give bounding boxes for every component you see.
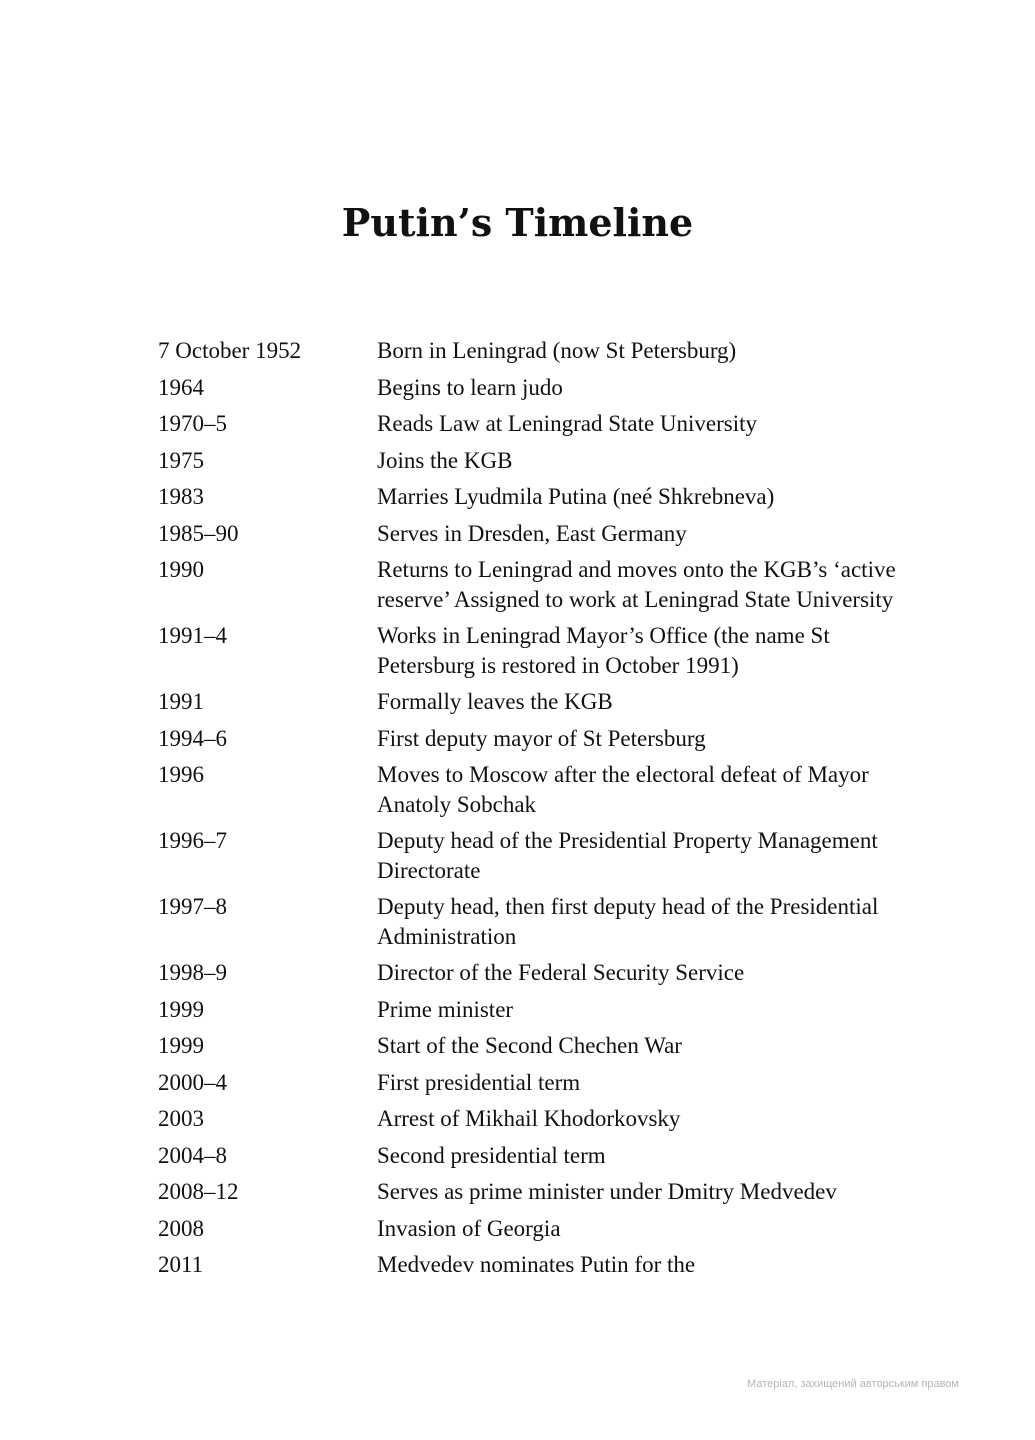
timeline-row	[158, 409, 898, 439]
timeline-row	[158, 724, 898, 754]
timeline-event: Born in Leningrad (now St Petersburg)	[377, 338, 737, 363]
timeline-event: Serves in Dresden, East Germany	[377, 520, 687, 546]
timeline-date: 1985–90	[158, 520, 239, 546]
page-title: Putin’s Timeline	[341, 200, 694, 245]
timeline-date: 2008–12	[158, 1179, 239, 1204]
timeline-date: 1998–9	[158, 960, 227, 985]
timeline-row	[158, 1104, 898, 1134]
timeline-row	[158, 760, 898, 819]
timeline-event: Invasion of Georgia	[377, 1215, 561, 1241]
footer-watermark: Матеріал, захищений авторським правом	[747, 1378, 959, 1390]
timeline-row	[158, 1214, 898, 1244]
timeline-event: Arrest of Mikhail Khodorkovsky	[377, 1106, 681, 1131]
timeline-date: 1991–4	[158, 623, 227, 648]
timeline-date: 1970–5	[158, 411, 227, 436]
timeline-row	[158, 687, 898, 717]
timeline-date: 1999	[158, 996, 204, 1022]
timeline-row	[158, 1068, 898, 1098]
timeline-date: 1964	[158, 374, 204, 400]
timeline-row	[158, 1031, 898, 1061]
timeline-date: 1975	[158, 447, 204, 473]
timeline-row	[158, 336, 898, 366]
timeline-event: First deputy mayor of St Petersburg	[377, 725, 706, 751]
timeline-event: Start of the Second Chechen War	[377, 1033, 682, 1058]
timeline-date: 1997–8	[158, 894, 227, 919]
timeline-event: Medvedev nominates Putin for the	[377, 1252, 696, 1277]
timeline-date: 2004–8	[158, 1142, 227, 1168]
timeline-row	[158, 958, 898, 988]
timeline-date: 2000–4	[158, 1069, 227, 1095]
timeline-event: Director of the Federal Security Service	[377, 960, 745, 985]
timeline-event: Prime minister	[377, 996, 514, 1022]
timeline-row	[158, 826, 898, 885]
timeline-date: 1990	[158, 557, 204, 582]
timeline-event: Returns to Leningrad and moves onto the KGB’s ‘active reserve’ Assigned to work at Leningrad State University	[377, 557, 896, 612]
timeline-event: Moves to Moscow after the electoral defeat of Mayor Anatoly Sobchak	[377, 762, 869, 817]
timeline-event: Formally leaves the KGB	[377, 689, 613, 714]
timeline-row	[158, 621, 898, 680]
timeline-event: Serves as prime minister under Dmitry Medvedev	[377, 1179, 837, 1204]
timeline-date: 1996–7	[158, 828, 227, 853]
timeline-date: 1994–6	[158, 725, 227, 751]
timeline-row	[158, 555, 898, 614]
timeline-event: Joins the KGB	[377, 447, 513, 473]
timeline-row	[158, 446, 898, 476]
timeline-event: Marries Lyudmila Putina (neé Shkrebneva)	[377, 484, 775, 509]
timeline-row	[158, 519, 898, 549]
timeline-row	[158, 995, 898, 1025]
timeline-row	[158, 892, 898, 951]
timeline-event: Reads Law at Leningrad State University	[377, 411, 758, 436]
timeline-event: First presidential term	[377, 1069, 581, 1095]
timeline-date: 1999	[158, 1033, 204, 1058]
timeline-date: 2011	[158, 1252, 204, 1277]
timeline-event: Second presidential term	[377, 1142, 606, 1168]
timeline-row	[158, 1141, 898, 1171]
timeline-date: 1991	[158, 689, 204, 714]
timeline-row	[158, 1177, 898, 1207]
timeline-row	[158, 1250, 898, 1280]
timeline-date: 1996	[158, 762, 204, 787]
timeline-list	[158, 336, 898, 1287]
timeline-date: 2008	[158, 1215, 204, 1241]
timeline-row	[158, 373, 898, 403]
timeline-date: 7 October 1952	[158, 338, 302, 363]
timeline-event: Begins to learn judo	[377, 374, 563, 400]
timeline-event: Deputy head of the Presidential Property Management Directorate	[377, 828, 878, 883]
timeline-date: 1983	[158, 484, 204, 509]
timeline-row	[158, 482, 898, 512]
timeline-event: Deputy head, then first deputy head of the Presidential Administration	[377, 894, 879, 949]
timeline-event: Works in Leningrad Mayor’s Office (the name St Petersburg is restored in October 1991)	[377, 623, 830, 678]
timeline-date: 2003	[158, 1106, 204, 1131]
